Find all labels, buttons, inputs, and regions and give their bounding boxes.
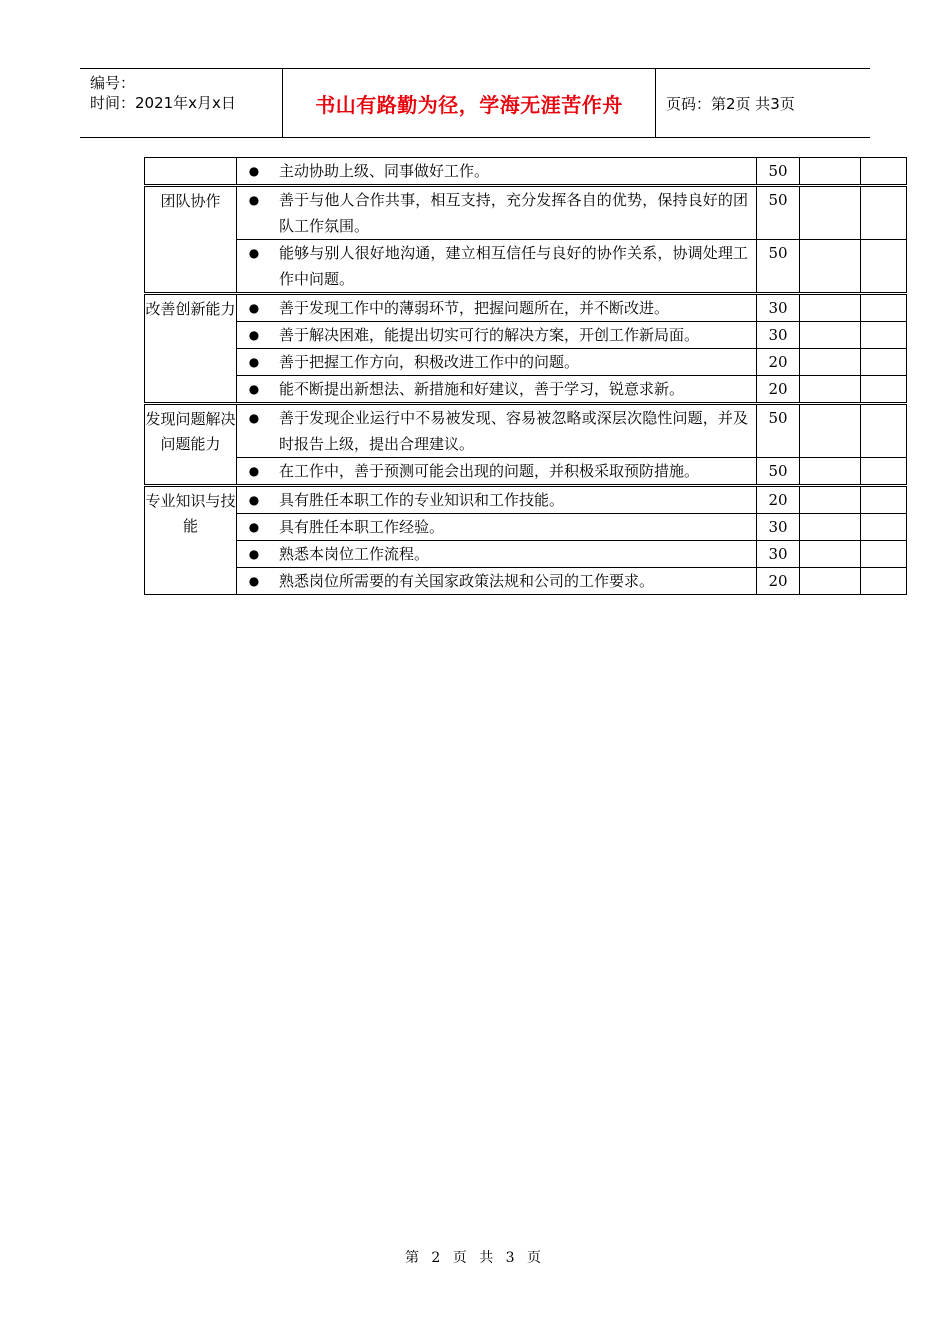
self-score-cell — [800, 514, 861, 540]
criteria-row — [237, 487, 906, 514]
score-cell: 20 — [757, 487, 800, 513]
score-cell: 30 — [757, 295, 800, 321]
criteria-row — [237, 322, 906, 349]
date-label: 时间：2021年x月x日 — [90, 94, 236, 112]
self-score-cell — [800, 295, 861, 321]
criteria-text: 熟悉岗位所需要的有关国家政策法规和公司的工作要求。 — [271, 568, 757, 594]
self-score-cell — [800, 487, 861, 513]
motto: 书山有路勤为径，学海无涯苦作舟 — [315, 92, 623, 117]
self-score-cell — [800, 158, 861, 184]
self-score-cell — [800, 322, 861, 348]
score-cell: 50 — [757, 240, 800, 292]
criteria-group — [144, 186, 907, 293]
bullet-icon: ● — [248, 193, 260, 207]
bullet-icon: ● — [248, 164, 260, 178]
bullet-icon: ● — [248, 328, 260, 342]
criteria-text: 能够与别人很好地沟通，建立相互信任与良好的协作关系，协调处理工作中问题。 — [271, 240, 757, 292]
criteria-row — [237, 458, 906, 484]
rating-cell — [861, 187, 906, 239]
criteria-text: 善于与他人合作共事，相互支持，充分发挥各自的优势，保持良好的团队工作氛围。 — [271, 187, 757, 239]
criteria-row — [237, 541, 906, 568]
score-cell: 20 — [757, 376, 800, 402]
bullet-icon: ● — [248, 574, 260, 588]
score-cell: 30 — [757, 541, 800, 567]
criteria-text: 具有胜任本职工作的专业知识和工作技能。 — [271, 487, 757, 513]
rating-cell — [861, 514, 906, 540]
criteria-text: 主动协助上级、同事做好工作。 — [271, 158, 757, 184]
evaluation-table — [144, 157, 907, 596]
rating-cell — [861, 376, 906, 402]
group-name: 团队协作 — [145, 187, 237, 292]
self-score-cell — [800, 405, 861, 457]
bullet-icon: ● — [248, 355, 260, 369]
rating-cell — [861, 295, 906, 321]
score-cell: 50 — [757, 405, 800, 457]
self-score-cell — [800, 187, 861, 239]
criteria-text: 能不断提出新想法、新措施和好建议，善于学习，锐意求新。 — [271, 376, 757, 402]
bullet-icon: ● — [248, 520, 260, 534]
score-cell: 50 — [757, 158, 800, 184]
bullet-icon: ● — [248, 547, 260, 561]
criteria-text: 在工作中，善于预测可能会出现的问题，并积极采取预防措施。 — [271, 458, 757, 484]
self-score-cell — [800, 240, 861, 292]
self-score-cell — [800, 458, 861, 484]
number-label: 编号： — [90, 74, 136, 92]
criteria-text: 熟悉本岗位工作流程。 — [271, 541, 757, 567]
score-cell: 50 — [757, 458, 800, 484]
criteria-row — [237, 295, 906, 322]
header-motto-cell — [282, 69, 656, 137]
criteria-group — [144, 486, 907, 595]
rating-cell — [861, 349, 906, 375]
score-cell: 30 — [757, 514, 800, 540]
page-footer: 第 2 页 共 3 页 — [404, 1250, 546, 1266]
criteria-row — [237, 405, 906, 458]
group-name: 专业知识与技能 — [145, 487, 237, 594]
score-cell: 20 — [757, 568, 800, 594]
score-cell: 20 — [757, 349, 800, 375]
group-name — [145, 158, 237, 184]
rating-cell — [861, 458, 906, 484]
criteria-group — [144, 294, 907, 403]
criteria-row — [237, 568, 906, 594]
rating-cell — [861, 405, 906, 457]
rating-cell — [861, 158, 906, 184]
bullet-icon: ● — [248, 246, 260, 260]
bullet-icon: ● — [248, 382, 260, 396]
group-name: 改善创新能力 — [145, 295, 237, 402]
criteria-text: 善于发现工作中的薄弱环节，把握问题所在，并不断改进。 — [271, 295, 757, 321]
criteria-text: 善于把握工作方向，积极改进工作中的问题。 — [271, 349, 757, 375]
criteria-row — [237, 376, 906, 402]
page-header — [80, 68, 870, 138]
self-score-cell — [800, 376, 861, 402]
group-name: 发现问题解决问题能力 — [145, 405, 237, 484]
criteria-text: 具有胜任本职工作经验。 — [271, 514, 757, 540]
rating-cell — [861, 240, 906, 292]
criteria-text: 善于发现企业运行中不易被发现、容易被忽略或深层次隐性问题，并及时报告上级，提出合理建议。 — [271, 405, 757, 457]
rating-cell — [861, 541, 906, 567]
criteria-text: 善于解决困难，能提出切实可行的解决方案，开创工作新局面。 — [271, 322, 757, 348]
header-meta — [80, 69, 282, 137]
bullet-icon: ● — [248, 411, 260, 425]
page-info: 页码：第2页 共3页 — [666, 94, 795, 113]
self-score-cell — [800, 349, 861, 375]
criteria-group — [144, 404, 907, 485]
score-cell: 50 — [757, 187, 800, 239]
criteria-row — [237, 187, 906, 240]
criteria-row — [237, 240, 906, 292]
criteria-group — [144, 157, 907, 185]
bullet-icon: ● — [248, 464, 260, 478]
self-score-cell — [800, 541, 861, 567]
rating-cell — [861, 487, 906, 513]
bullet-icon: ● — [248, 493, 260, 507]
score-cell: 30 — [757, 322, 800, 348]
criteria-row — [237, 158, 906, 184]
rating-cell — [861, 568, 906, 594]
criteria-row — [237, 349, 906, 376]
rating-cell — [861, 322, 906, 348]
criteria-row — [237, 514, 906, 541]
self-score-cell — [800, 568, 861, 594]
bullet-icon: ● — [248, 301, 260, 315]
